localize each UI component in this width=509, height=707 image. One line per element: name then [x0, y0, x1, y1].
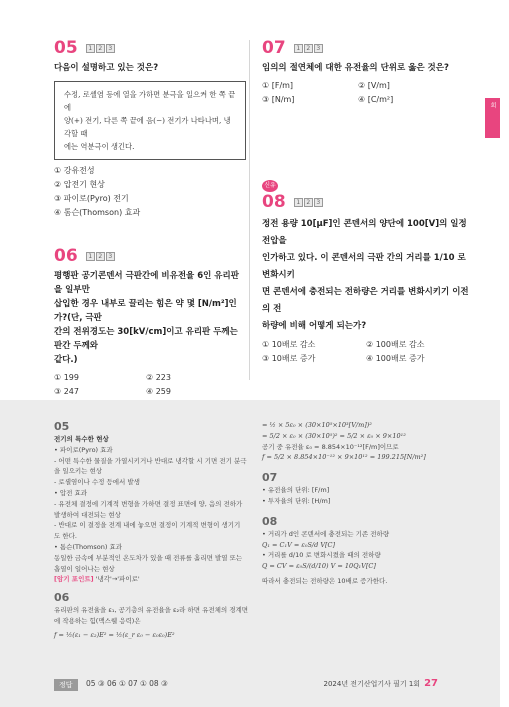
option-3[interactable]: ③ 파이로(Pyro) 전기: [54, 194, 129, 203]
option-4[interactable]: ④ 259: [146, 387, 171, 396]
option-2[interactable]: ② 100배로 감소: [366, 340, 425, 349]
question-number: 05: [54, 38, 78, 58]
answer-key: 05 ③ 06 ① 07 ① 08 ③: [86, 679, 168, 688]
new-type-tag: 신유: [262, 180, 278, 192]
page-info: 2024년 전기산업기사 필기 1회 27: [323, 678, 438, 689]
option-4[interactable]: ④ 톰슨(Thomson) 효과: [54, 208, 141, 217]
question-stem: 정전 용량 10[μF]인 콘덴서의 양단에 100[V]의 일정 전압을 인가하고 있다. 이 콘덴서의 극판 간의 거리를 1/10 로 변화시키 면 콘덴서에 충전되는 전하량은 거리를 변화시키기 이전의 전 하량에 비해 어떻게 되는가?: [262, 219, 469, 331]
column-divider: [249, 40, 250, 380]
question-stem: 평행판 공기콘덴서 극판간에 비유전율 6인 유리판을 일부만 삽입한 경우 내부로 끌리는 힘은 약 몇 [N/m²]인가?(단, 극판 간의 전위경도는 30[kV/cm]이고 유리판 두께는 판간 두께와 같다.): [54, 271, 239, 365]
question-06: [54, 246, 246, 399]
options: [54, 164, 244, 220]
question-number: 07: [262, 38, 286, 58]
question-number: 06: [54, 246, 78, 266]
option-1[interactable]: ① 199: [54, 373, 79, 382]
option-1[interactable]: ① 10배로 감소: [262, 340, 316, 349]
answer-06-continued: = ½ × 5ε₀ × (30×10⁵×10³[V/m])² = 5/2 × ε₀ × (30×10⁵)² = 5/2 × ε₀ × 9×10¹² 공기 중 유전율 ε₀ = 8.854×10⁻¹²[F/m]이므로 f = 5/2 × 8.854×10⁻¹² × 9×10¹² = 199.215[N/m²] 07 • 유전율의 단위: [F/m] • 투자율의 단위: [H/m] 08 • 거리가 d인 콘덴서에 충전되는 기존 전하량 Q₁ = C₁V = ε₀S/d V[C] • 거리를 d/10 로 변화시켰을 때의 전하량 Q = CV = ε₀S/(d/10) V = 10Q₁V[C] 따라서 충전되는 전하량은 10배로 증가한다.: [262, 421, 426, 585]
question-stem: 임의의 절연체에 대한 유전율의 단위로 옳은 것은?: [262, 63, 449, 73]
difficulty-boxes: 1 2 3: [294, 198, 323, 207]
option-2[interactable]: ② 압전기 현상: [54, 180, 105, 189]
option-4[interactable]: ④ 100배로 증가: [366, 354, 425, 363]
memo-label: [암기 포인트]: [54, 575, 94, 584]
section-side-tab: 2024년 1회: [485, 98, 500, 138]
option-3[interactable]: ③ 10배로 증가: [262, 354, 316, 363]
question-05: [54, 38, 244, 220]
question-stem: 다음이 설명하고 있는 것은?: [54, 63, 159, 73]
question-07: [262, 38, 462, 107]
question-08: [262, 172, 472, 366]
option-1[interactable]: ① 강유전성: [54, 166, 95, 175]
difficulty-boxes: 1 2 3: [86, 44, 115, 53]
answer-key-label: 정답: [54, 679, 78, 691]
option-4[interactable]: ④ [C/m²]: [358, 95, 394, 104]
answer-05: 05 전기의 특수한 현상 • 파이로(Pyro) 효과 - 어떤 특수한 물질을 가열시키거나 반대로 냉각할 시 기면 전기 분극 을 일으키는 현상 - 로셸염이나 수정 등에서 발생 • 압전 효과 - 유전체 결정에 기계적 변형을 가하면 결정 표면에 양, 음의 전하가 발생하여 대전되는 현상 - 반대로 이 결정을 전계 내에 놓으면 결정이 기계적 변형이 생기기 도 한다. • 톰슨(Thomson) 효과 동일한 금속에 부분적인 온도차가 있을 때 전류를 흘리면 발열 또는 흡열이 일어나는 현상 [암기 포인트] '냉각'→'파이로' 06 유리판의 유전율을 ε₁, 공기층의 유전율을 ε₂라 하면 유전체의 경계면 에 작용하는 힘(맥스웰 응력)은 f = ½(ε₁ − ε₂)E² = ½(ε_r ε₀ − ε₀ε₀)E²: [54, 420, 249, 639]
difficulty-boxes: 1 2 3: [294, 44, 323, 53]
option-1[interactable]: ① [F/m]: [262, 81, 294, 90]
options: [262, 338, 472, 366]
option-3[interactable]: ③ 247: [54, 387, 79, 396]
page-footer: [0, 676, 500, 694]
page-number: 27: [424, 678, 438, 689]
option-2[interactable]: ② 223: [146, 373, 171, 382]
answer-explanation-area: [0, 400, 500, 707]
options: [54, 371, 246, 399]
difficulty-boxes: 1 2 3: [86, 252, 115, 261]
question-box: 수정, 로셸염 등에 열을 가하면 분극을 일으켜 한 쪽 끝에 양(+) 전기, 다른 쪽 끝에 음(−) 전기가 나타나며, 냉각할 때 에는 역분극이 생긴다.: [54, 81, 246, 160]
question-number: 08: [262, 192, 286, 212]
option-3[interactable]: ③ [N/m]: [262, 95, 295, 104]
option-2[interactable]: ② [V/m]: [358, 81, 390, 90]
options: [262, 79, 462, 107]
